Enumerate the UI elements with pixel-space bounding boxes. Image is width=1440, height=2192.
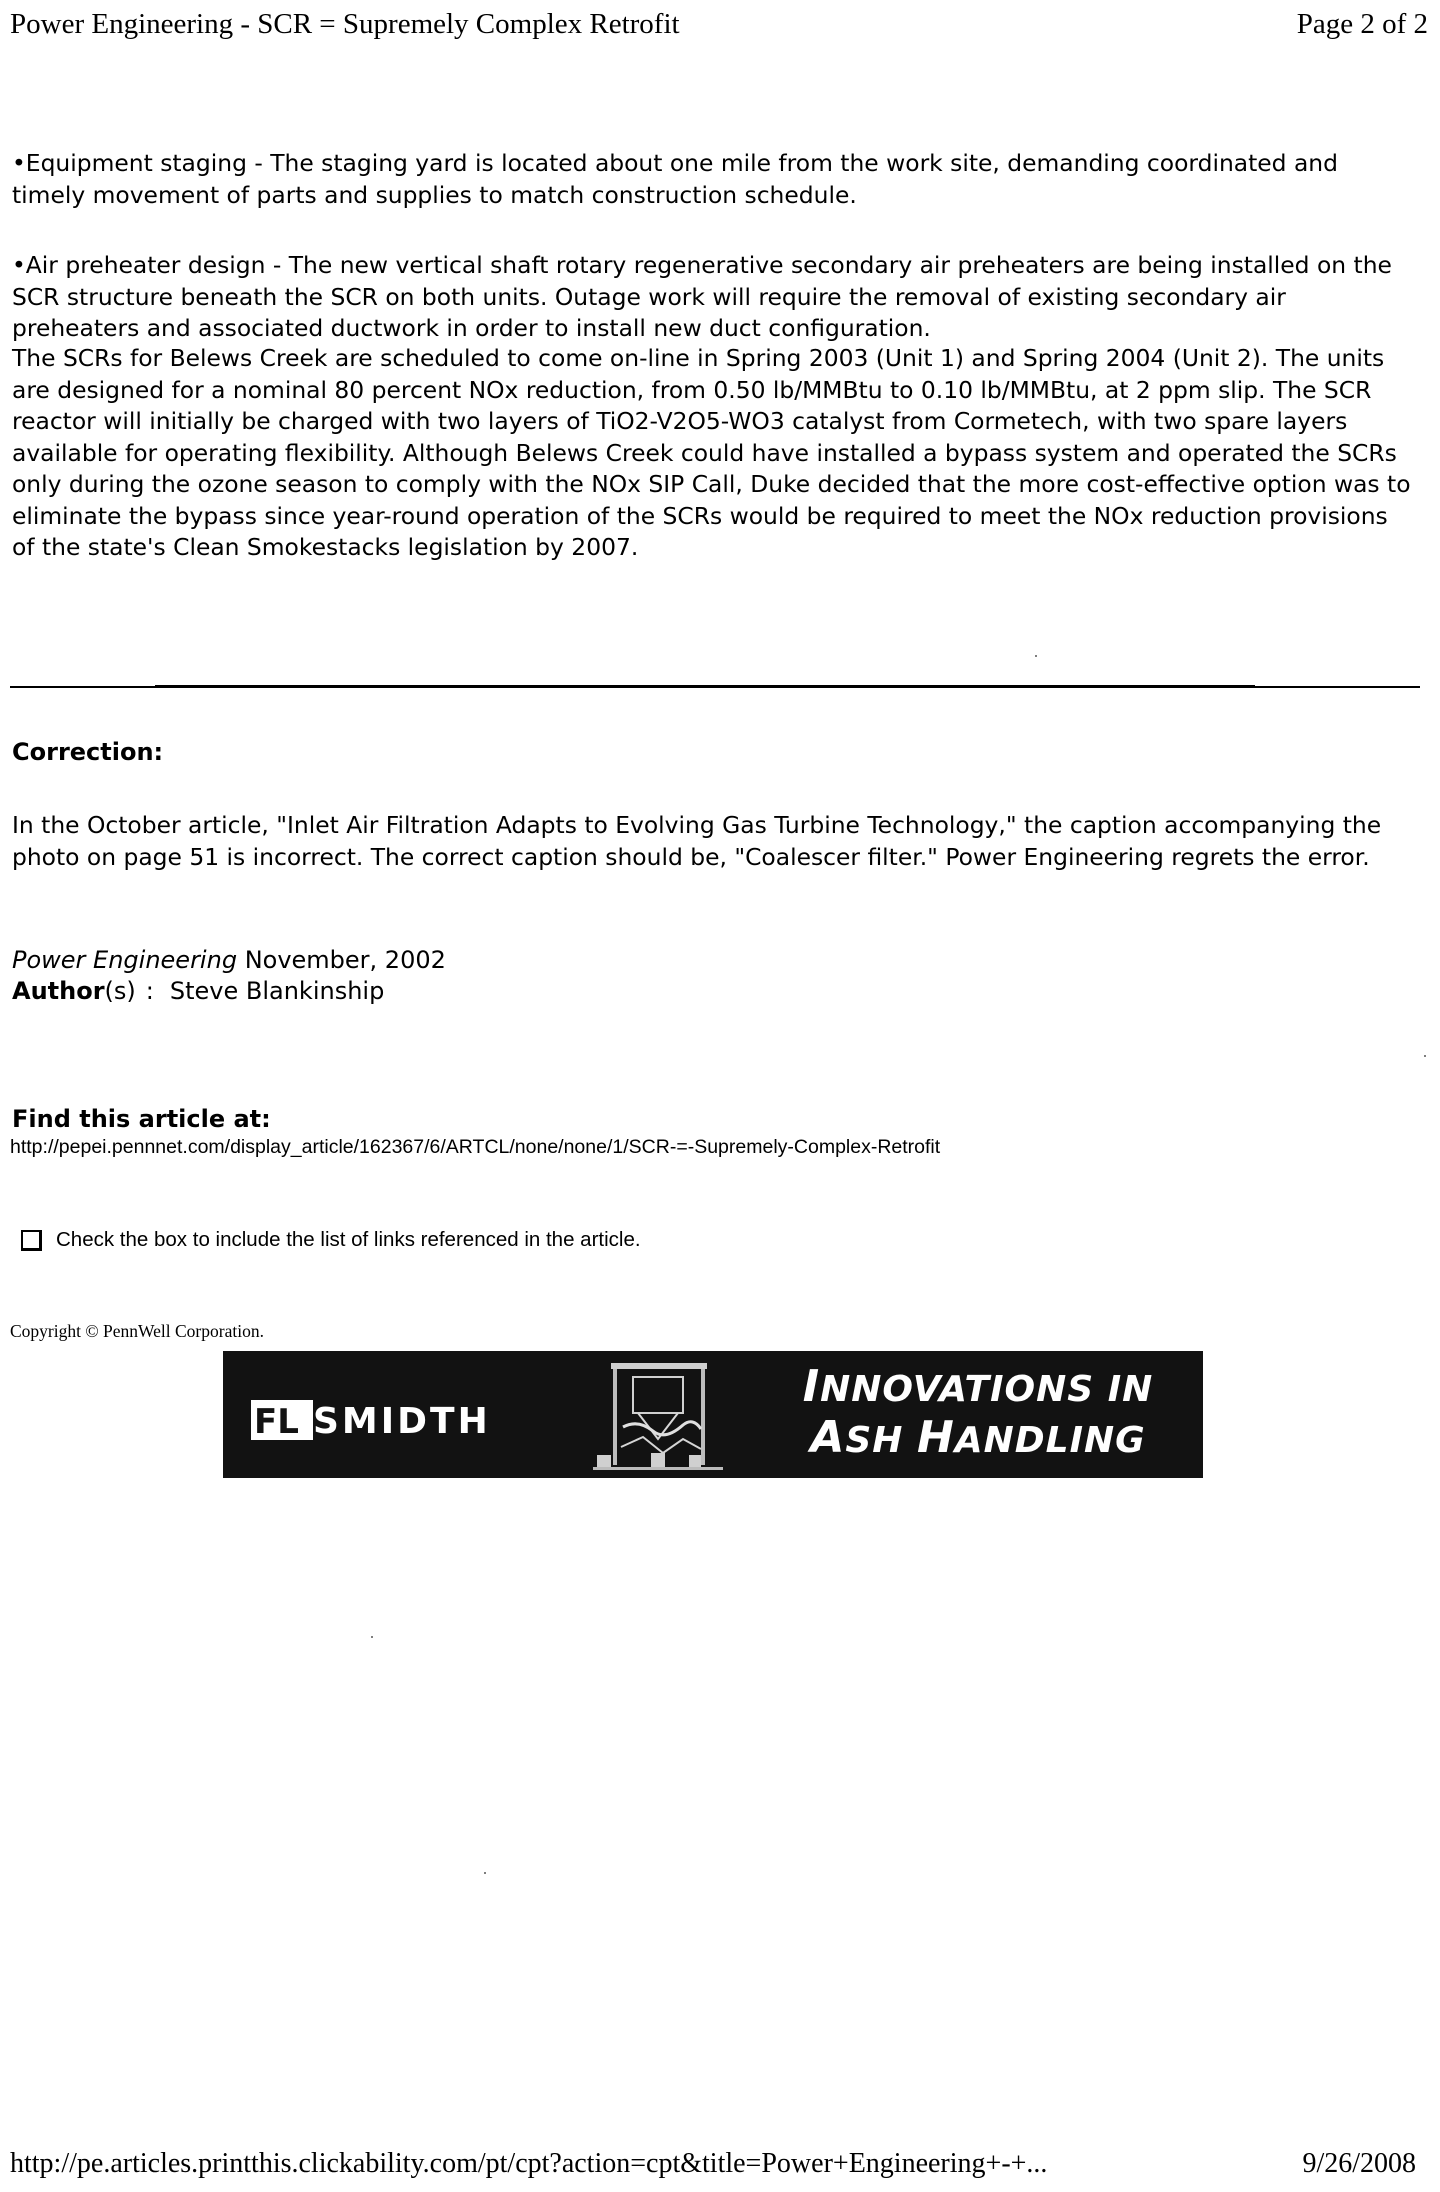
author-separator: : [145, 977, 154, 1005]
flsmidth-logo [251, 1388, 561, 1448]
scan-speck [1035, 655, 1037, 657]
print-date: 9/26/2008 [1302, 2148, 1416, 2179]
correction-heading: Correction: [12, 738, 164, 766]
print-page-number: Page 2 of 2 [1296, 8, 1428, 40]
source-line [12, 946, 446, 974]
author-label-suffix: (s) [104, 977, 136, 1005]
ad-banner[interactable] [223, 1351, 1203, 1478]
correction-paragraph: In the October article, "Inlet Air Filtration Adapts to Evolving Gas Turbine Technology," the caption accompanying the photo on page 51 is incorrect. The correct caption should be, "Coalescer filter." Power Engineering regrets the error. [12, 811, 1382, 871]
ad-slogan [763, 1363, 1193, 1465]
include-links-row [21, 1228, 641, 1252]
section-divider [10, 686, 1420, 688]
ad-slogan-line-2: ASH HANDLING [810, 1412, 1146, 1463]
scan-speck [1424, 1055, 1426, 1057]
ash-handling-illustration [593, 1357, 723, 1474]
author-line [12, 977, 384, 1005]
find-article-heading: Find this article at: [12, 1105, 271, 1133]
author-label: Author [12, 977, 105, 1005]
print-source-url: http://pe.articles.printthis.clickability.com/pt/cpt?action=cpt&title=Power+Engineering+-+... [10, 2148, 1048, 2179]
author-name: Steve Blankinship [169, 977, 385, 1005]
air-preheater-paragraph: •Air preheater design - The new vertical shaft rotary regenerative secondary air preheaters are being installed on the SCR structure beneath the SCR on both units. Outage work will require the removal of existing secondary air preheaters and associated ductwork in order to install new duct configuration. [12, 251, 1392, 342]
svg-text:FL: FL [254, 1402, 299, 1442]
ad-slogan-line-1: INNOVATIONS IN [802, 1361, 1154, 1412]
publication-name: Power Engineering [12, 946, 238, 974]
publication-date: November, 2002 [244, 946, 446, 974]
scan-speck [484, 1872, 486, 1874]
equipment-staging-paragraph: •Equipment staging - The staging yard is located about one mile from the work site, demanding coordinated and timely movement of parts and supplies to match construction schedule. [12, 149, 1338, 209]
print-header [10, 8, 1430, 52]
svg-text:SMIDTH: SMIDTH [313, 1401, 491, 1442]
scr-schedule-paragraph: The SCRs for Belews Creek are scheduled to come on-line in Spring 2003 (Unit 1) and Spring 2004 (Unit 2). The units are designed for a nominal 80 percent NOx reduction, from 0.50 lb/MMBtu to 0.10 lb/MMBtu, at 2 ppm slip. The SCR reactor will initially be charged with two layers of TiO2-V2O5-WO3 catalyst from Cormetech, with two spare layers available for operating flexibility. Although Belews Creek could have installed a bypass system and operated the SCRs only during the ozone season to comply with the NOx SIP Call, Duke decided that the more cost-effective option was to eliminate the bypass since year-round operation of the SCRs would be required to meet the NOx reduction provisions of the state's Clean Smokestacks legislation by 2007. [12, 344, 1411, 561]
article-url[interactable]: http://pepei.pennnet.com/display_article/162367/6/ARTCL/none/none/1/SCR-=-Supremely-Complex-Retrofit [10, 1136, 941, 1158]
scan-speck [371, 1636, 373, 1638]
include-links-label: Check the box to include the list of links referenced in the article. [56, 1228, 641, 1251]
include-links-checkbox[interactable] [21, 1230, 42, 1251]
copyright-notice: Copyright © PennWell Corporation. [10, 1321, 264, 1341]
print-header-title: Power Engineering - SCR = Supremely Complex Retrofit [10, 8, 680, 40]
